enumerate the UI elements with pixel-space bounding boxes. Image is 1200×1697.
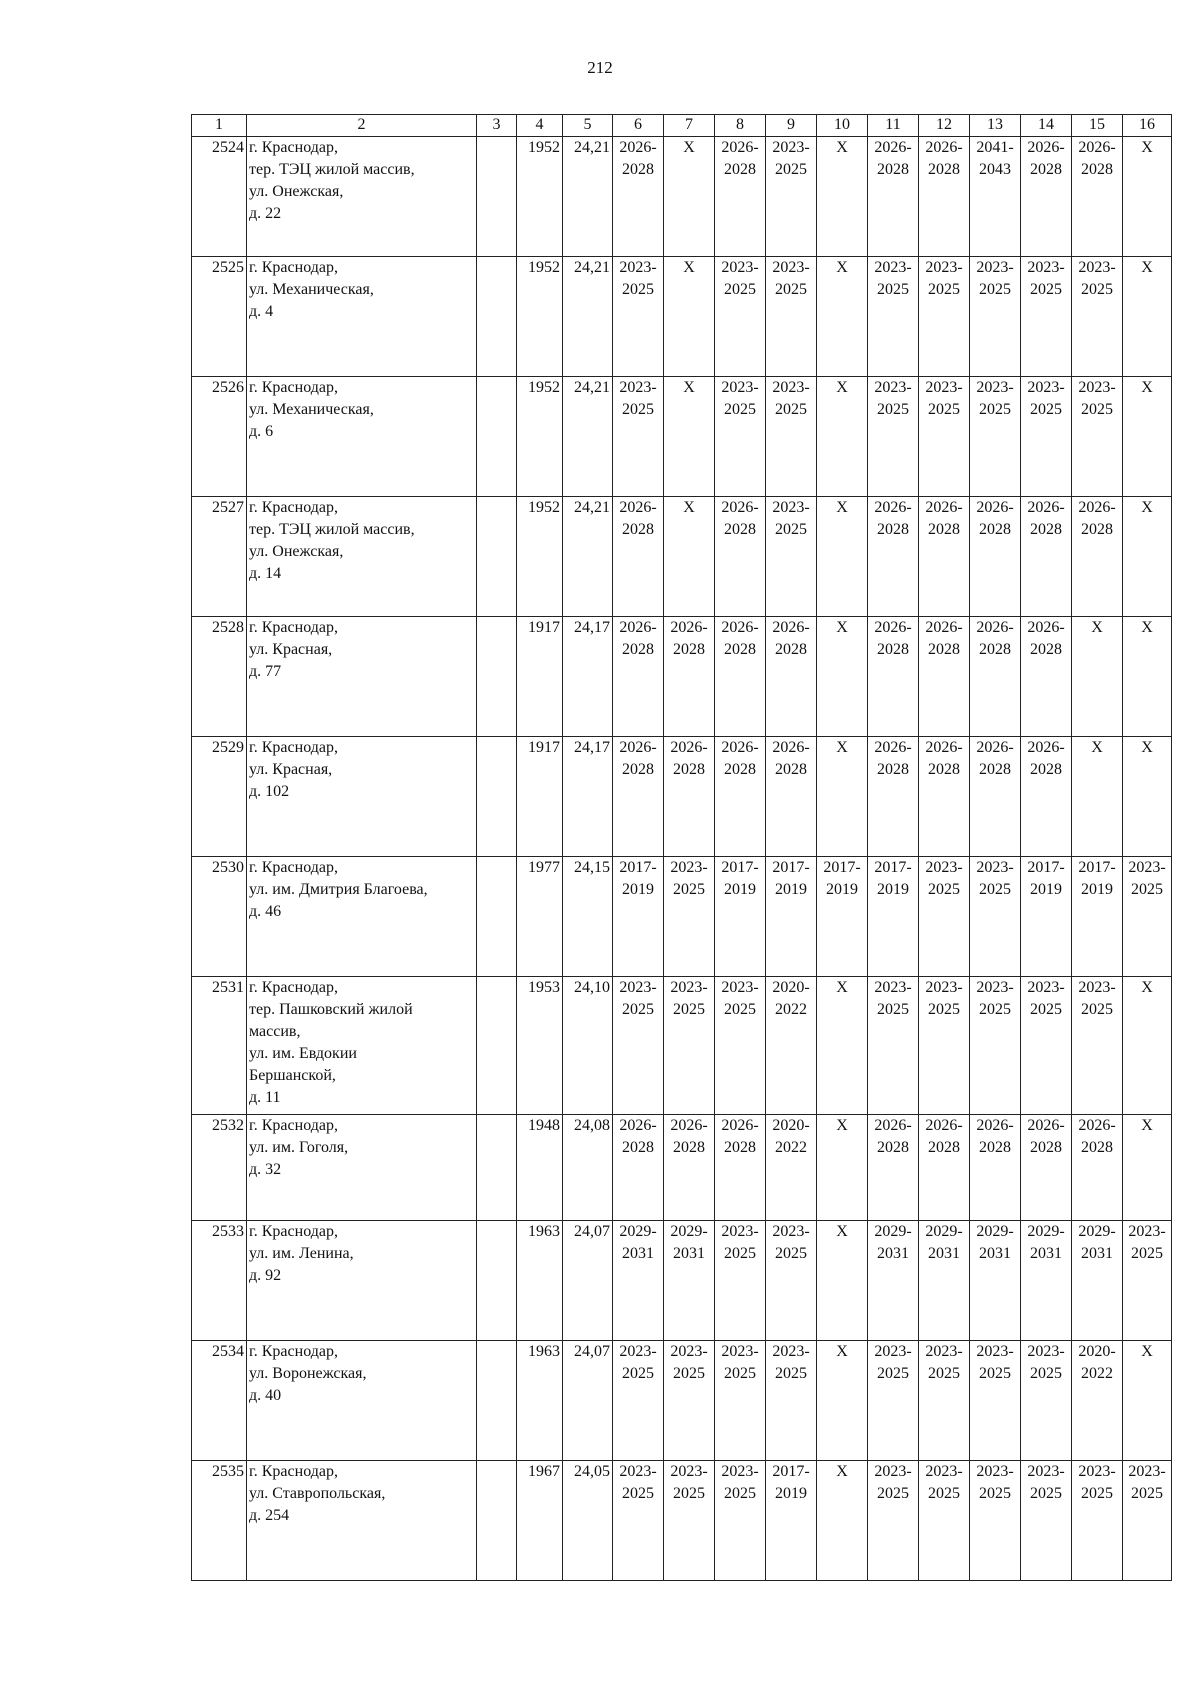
row-number-cell: 2527 <box>192 497 247 617</box>
row-number-cell: 2530 <box>192 857 247 977</box>
period-cell: 2023- 2025 <box>766 137 817 257</box>
period-cell: Х <box>1123 977 1172 1115</box>
column-3-cell <box>477 737 517 857</box>
column-header: 1 <box>192 115 247 137</box>
period-cell: 2017- 2019 <box>1021 857 1072 977</box>
period-cell: 2023- 2025 <box>919 857 970 977</box>
column-3-cell <box>477 617 517 737</box>
address-cell: г. Краснодар, тер. ТЭЦ жилой массив, ул. Онежская, д. 22 <box>247 137 477 257</box>
table-row <box>192 977 1172 1115</box>
period-cell: 2023- 2025 <box>613 1461 664 1581</box>
period-cell: 2026- 2028 <box>919 497 970 617</box>
period-cell: 2017- 2019 <box>817 857 868 977</box>
period-cell: Х <box>1123 617 1172 737</box>
period-cell: 2026- 2028 <box>970 497 1021 617</box>
period-cell: 2026- 2028 <box>1072 497 1123 617</box>
area-cell: 24,17 <box>563 737 613 857</box>
period-cell: 2026- 2028 <box>868 617 919 737</box>
year-cell: 1952 <box>517 257 563 377</box>
period-cell: 2026- 2028 <box>970 1115 1021 1221</box>
address-cell: г. Краснодар, ул. Механическая, д. 6 <box>247 377 477 497</box>
period-cell: 2026- 2028 <box>1021 737 1072 857</box>
row-number-cell: 2525 <box>192 257 247 377</box>
registry-table <box>191 114 1172 1581</box>
row-number-cell: 2531 <box>192 977 247 1115</box>
year-cell: 1948 <box>517 1115 563 1221</box>
period-cell: 2023- 2025 <box>613 1341 664 1461</box>
column-header: 10 <box>817 115 868 137</box>
period-cell: 2023- 2025 <box>664 857 715 977</box>
period-cell: 2023- 2025 <box>1072 1461 1123 1581</box>
period-cell: Х <box>664 377 715 497</box>
period-cell: 2023- 2025 <box>766 257 817 377</box>
column-header: 2 <box>247 115 477 137</box>
period-cell: 2029- 2031 <box>868 1221 919 1341</box>
address-cell: г. Краснодар, ул. Механическая, д. 4 <box>247 257 477 377</box>
period-cell: 2026- 2028 <box>715 1115 766 1221</box>
year-cell: 1952 <box>517 497 563 617</box>
period-cell: 2023- 2025 <box>613 377 664 497</box>
row-number-cell: 2529 <box>192 737 247 857</box>
row-number-cell: 2524 <box>192 137 247 257</box>
year-cell: 1917 <box>517 737 563 857</box>
table-row <box>192 737 1172 857</box>
period-cell: 2026- 2028 <box>1021 1115 1072 1221</box>
year-cell: 1967 <box>517 1461 563 1581</box>
period-cell: 2026- 2028 <box>919 737 970 857</box>
column-header: 3 <box>477 115 517 137</box>
address-cell: г. Краснодар, ул. им. Дмитрия Благоева, д. 46 <box>247 857 477 977</box>
period-cell: 2026- 2028 <box>868 137 919 257</box>
area-cell: 24,21 <box>563 257 613 377</box>
period-cell: 2023- 2025 <box>1021 1341 1072 1461</box>
period-cell: 2023- 2025 <box>970 377 1021 497</box>
period-cell: 2017- 2019 <box>868 857 919 977</box>
period-cell: 2020- 2022 <box>766 1115 817 1221</box>
table-row <box>192 497 1172 617</box>
period-cell: 2026- 2028 <box>919 137 970 257</box>
row-number-cell: 2532 <box>192 1115 247 1221</box>
period-cell: 2023- 2025 <box>715 257 766 377</box>
period-cell: 2023- 2025 <box>766 377 817 497</box>
row-number-cell: 2526 <box>192 377 247 497</box>
period-cell: 2029- 2031 <box>919 1221 970 1341</box>
table-row <box>192 377 1172 497</box>
period-cell: 2026- 2028 <box>970 617 1021 737</box>
period-cell: Х <box>817 737 868 857</box>
period-cell: Х <box>817 257 868 377</box>
period-cell: Х <box>817 1221 868 1341</box>
row-number-cell: 2528 <box>192 617 247 737</box>
period-cell: 2023- 2025 <box>919 1461 970 1581</box>
period-cell: 2023- 2025 <box>919 377 970 497</box>
column-header: 8 <box>715 115 766 137</box>
period-cell: 2023- 2025 <box>664 1341 715 1461</box>
period-cell: Х <box>817 1115 868 1221</box>
period-cell: 2029- 2031 <box>613 1221 664 1341</box>
period-cell: 2026- 2028 <box>1072 1115 1123 1221</box>
period-cell: Х <box>817 377 868 497</box>
year-cell: 1963 <box>517 1341 563 1461</box>
period-cell: 2026- 2028 <box>1021 497 1072 617</box>
column-3-cell <box>477 497 517 617</box>
period-cell: Х <box>817 617 868 737</box>
period-cell: 2017- 2019 <box>613 857 664 977</box>
table-row <box>192 1341 1172 1461</box>
column-header: 12 <box>919 115 970 137</box>
page-number: 212 <box>587 58 613 77</box>
period-cell: 2026- 2028 <box>613 497 664 617</box>
period-cell: 2023- 2025 <box>868 1461 919 1581</box>
area-cell: 24,21 <box>563 377 613 497</box>
year-cell: 1963 <box>517 1221 563 1341</box>
period-cell: 2020- 2022 <box>1072 1341 1123 1461</box>
year-cell: 1952 <box>517 377 563 497</box>
period-cell: 2023- 2025 <box>766 497 817 617</box>
year-cell: 1952 <box>517 137 563 257</box>
column-header: 4 <box>517 115 563 137</box>
period-cell: 2026- 2028 <box>1021 617 1072 737</box>
table-row <box>192 1115 1172 1221</box>
column-header: 9 <box>766 115 817 137</box>
column-header: 16 <box>1123 115 1172 137</box>
period-cell: Х <box>817 1461 868 1581</box>
year-cell: 1977 <box>517 857 563 977</box>
period-cell: 2023- 2025 <box>715 1221 766 1341</box>
address-cell: г. Краснодар, тер. ТЭЦ жилой массив, ул. Онежская, д. 14 <box>247 497 477 617</box>
row-number-cell: 2533 <box>192 1221 247 1341</box>
period-cell: Х <box>1123 1341 1172 1461</box>
column-3-cell <box>477 1341 517 1461</box>
period-cell: 2023- 2025 <box>715 977 766 1115</box>
period-cell: 2026- 2028 <box>613 617 664 737</box>
table-row <box>192 617 1172 737</box>
period-cell: 2023- 2025 <box>1072 377 1123 497</box>
period-cell: Х <box>1072 737 1123 857</box>
year-cell: 1953 <box>517 977 563 1115</box>
address-cell: г. Краснодар, ул. Красная, д. 77 <box>247 617 477 737</box>
period-cell: 2023- 2025 <box>970 257 1021 377</box>
period-cell: 2026- 2028 <box>613 1115 664 1221</box>
column-header: 14 <box>1021 115 1072 137</box>
column-header: 7 <box>664 115 715 137</box>
period-cell: Х <box>664 257 715 377</box>
period-cell: 2023- 2025 <box>1021 257 1072 377</box>
period-cell: Х <box>817 1341 868 1461</box>
column-3-cell <box>477 1115 517 1221</box>
row-number-cell: 2534 <box>192 1341 247 1461</box>
period-cell: 2029- 2031 <box>1021 1221 1072 1341</box>
period-cell: 2023- 2025 <box>1072 257 1123 377</box>
column-3-cell <box>477 137 517 257</box>
period-cell: 2029- 2031 <box>664 1221 715 1341</box>
period-cell: 2023- 2025 <box>715 1461 766 1581</box>
area-cell: 24,08 <box>563 1115 613 1221</box>
column-3-cell <box>477 1461 517 1581</box>
period-cell: 2023- 2025 <box>868 257 919 377</box>
period-cell: 2026- 2028 <box>919 1115 970 1221</box>
period-cell: 2023- 2025 <box>919 257 970 377</box>
period-cell: 2026- 2028 <box>715 497 766 617</box>
period-cell: 2023- 2025 <box>1123 1461 1172 1581</box>
column-3-cell <box>477 1221 517 1341</box>
period-cell: Х <box>817 977 868 1115</box>
period-cell: 2026- 2028 <box>715 617 766 737</box>
period-cell: Х <box>1123 1115 1172 1221</box>
period-cell: 2026- 2028 <box>613 737 664 857</box>
period-cell: 2026- 2028 <box>664 737 715 857</box>
table-body <box>192 137 1172 1581</box>
area-cell: 24,15 <box>563 857 613 977</box>
table-row <box>192 137 1172 257</box>
period-cell: 2020- 2022 <box>766 977 817 1115</box>
column-3-cell <box>477 977 517 1115</box>
period-cell: 2023- 2025 <box>1021 977 1072 1115</box>
period-cell: 2023- 2025 <box>613 977 664 1115</box>
period-cell: 2023- 2025 <box>715 377 766 497</box>
table-row <box>192 257 1172 377</box>
area-cell: 24,07 <box>563 1341 613 1461</box>
column-3-cell <box>477 857 517 977</box>
period-cell: Х <box>817 497 868 617</box>
area-cell: 24,05 <box>563 1461 613 1581</box>
period-cell: 2026- 2028 <box>664 617 715 737</box>
period-cell: 2026- 2028 <box>868 1115 919 1221</box>
period-cell: 2023- 2025 <box>868 1341 919 1461</box>
row-number-cell: 2535 <box>192 1461 247 1581</box>
table-row <box>192 857 1172 977</box>
period-cell: Х <box>1123 497 1172 617</box>
address-cell: г. Краснодар, тер. Пашковский жилой массив, ул. им. Евдокии Бершанской, д. 11 <box>247 977 477 1115</box>
period-cell: 2026- 2028 <box>868 497 919 617</box>
address-cell: г. Краснодар, ул. Воронежская, д. 40 <box>247 1341 477 1461</box>
period-cell: 2023- 2025 <box>1123 857 1172 977</box>
period-cell: Х <box>1123 137 1172 257</box>
period-cell: Х <box>1123 737 1172 857</box>
table-row <box>192 1461 1172 1581</box>
period-cell: 2017- 2019 <box>766 857 817 977</box>
period-cell: 2026- 2028 <box>970 737 1021 857</box>
period-cell: 2026- 2028 <box>715 737 766 857</box>
period-cell: 2023- 2025 <box>868 377 919 497</box>
address-cell: г. Краснодар, ул. Ставропольская, д. 254 <box>247 1461 477 1581</box>
period-cell: 2026- 2028 <box>1021 137 1072 257</box>
period-cell: 2026- 2028 <box>766 737 817 857</box>
period-cell: 2023- 2025 <box>1021 377 1072 497</box>
period-cell: 2023- 2025 <box>868 977 919 1115</box>
period-cell: 2023- 2025 <box>970 857 1021 977</box>
period-cell: 2023- 2025 <box>919 977 970 1115</box>
period-cell: 2026- 2028 <box>715 137 766 257</box>
period-cell: 2026- 2028 <box>613 137 664 257</box>
period-cell: 2023- 2025 <box>919 1341 970 1461</box>
table-row <box>192 1221 1172 1341</box>
period-cell: 2023- 2025 <box>970 977 1021 1115</box>
period-cell: 2017- 2019 <box>766 1461 817 1581</box>
column-header: 15 <box>1072 115 1123 137</box>
period-cell: 2023- 2025 <box>664 1461 715 1581</box>
period-cell: Х <box>1123 257 1172 377</box>
header-row <box>192 115 1172 137</box>
period-cell: 2026- 2028 <box>1072 137 1123 257</box>
period-cell: 2029- 2031 <box>1072 1221 1123 1341</box>
period-cell: Х <box>1123 377 1172 497</box>
period-cell: Х <box>664 137 715 257</box>
period-cell: Х <box>817 137 868 257</box>
area-cell: 24,17 <box>563 617 613 737</box>
area-cell: 24,10 <box>563 977 613 1115</box>
period-cell: 2023- 2025 <box>970 1341 1021 1461</box>
period-cell: 2026- 2028 <box>919 617 970 737</box>
period-cell: 2023- 2025 <box>613 257 664 377</box>
column-3-cell <box>477 257 517 377</box>
period-cell: 2026- 2028 <box>766 617 817 737</box>
column-header: 13 <box>970 115 1021 137</box>
period-cell: 2017- 2019 <box>1072 857 1123 977</box>
period-cell: 2023- 2025 <box>1072 977 1123 1115</box>
period-cell: 2023- 2025 <box>970 1461 1021 1581</box>
period-cell: 2023- 2025 <box>1123 1221 1172 1341</box>
period-cell: 2041- 2043 <box>970 137 1021 257</box>
period-cell: 2023- 2025 <box>664 977 715 1115</box>
column-header: 6 <box>613 115 664 137</box>
period-cell: 2023- 2025 <box>1021 1461 1072 1581</box>
address-cell: г. Краснодар, ул. им. Ленина, д. 92 <box>247 1221 477 1341</box>
period-cell: 2026- 2028 <box>868 737 919 857</box>
period-cell: 2023- 2025 <box>715 1341 766 1461</box>
area-cell: 24,21 <box>563 137 613 257</box>
period-cell: Х <box>664 497 715 617</box>
column-header: 5 <box>563 115 613 137</box>
column-3-cell <box>477 377 517 497</box>
column-header: 11 <box>868 115 919 137</box>
period-cell: Х <box>1072 617 1123 737</box>
address-cell: г. Краснодар, ул. Красная, д. 102 <box>247 737 477 857</box>
period-cell: 2017- 2019 <box>715 857 766 977</box>
period-cell: 2023- 2025 <box>766 1221 817 1341</box>
year-cell: 1917 <box>517 617 563 737</box>
period-cell: 2026- 2028 <box>664 1115 715 1221</box>
period-cell: 2023- 2025 <box>766 1341 817 1461</box>
address-cell: г. Краснодар, ул. им. Гоголя, д. 32 <box>247 1115 477 1221</box>
area-cell: 24,21 <box>563 497 613 617</box>
area-cell: 24,07 <box>563 1221 613 1341</box>
period-cell: 2029- 2031 <box>970 1221 1021 1341</box>
